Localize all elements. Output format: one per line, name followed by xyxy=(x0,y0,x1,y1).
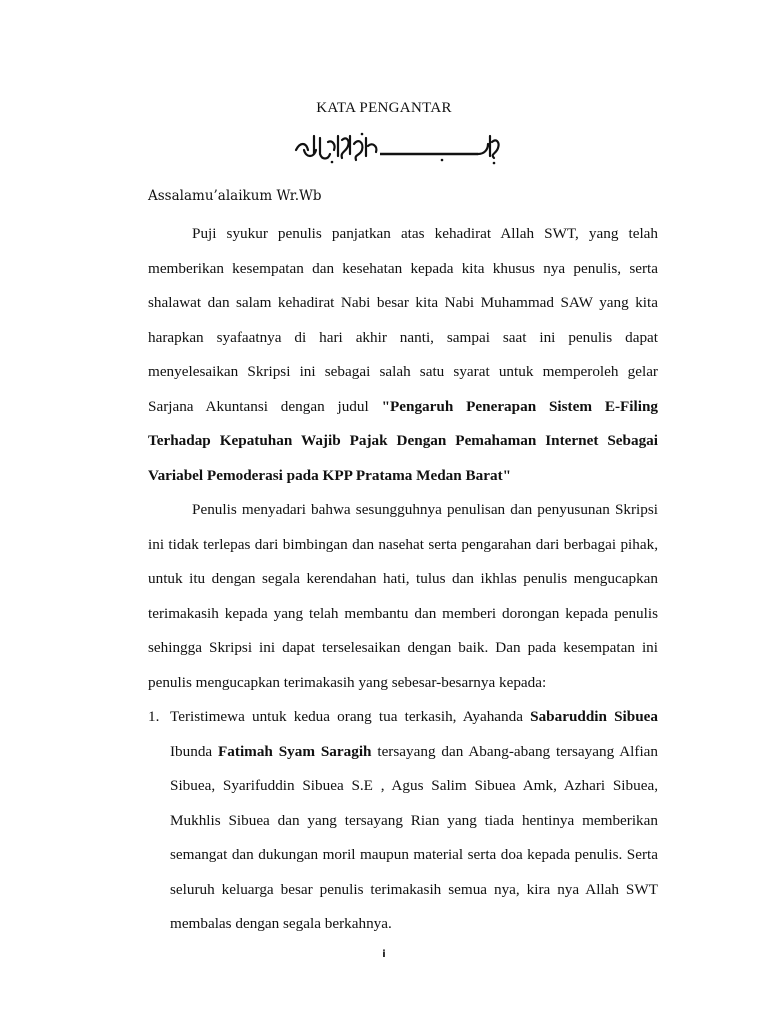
page-number: i xyxy=(382,949,386,960)
mother-name: Fatimah Syam Saragih xyxy=(218,742,372,760)
list-item-number: 1. xyxy=(148,708,160,725)
father-name: Sabaruddin Sibuea xyxy=(530,708,658,725)
paragraph-1-text: Puji syukur penulis panjatkan atas kehadirat Allah SWT, yang telah memberikan kesempatan dan kesehatan kepada kita khusus nya penulis, serta shalawat dan salam kehadirat Nabi besar kita Nabi Muhammad SAW yang kita harapkan syafaatnya di hari akhir nanti, sampai saat ini penulis dapat menyelesaikan Skripsi ini sebagai salah satu syarat untuk memperoleh gelar Sarjana Akuntansi dengan judul xyxy=(148,225,658,415)
list-item xyxy=(148,700,658,942)
list-item-text: Teristimewa untuk kedua orang tua terkasih, Ayahanda xyxy=(170,708,531,725)
greeting: Assalamu’alaikum Wr.Wb xyxy=(148,188,322,204)
paragraph-2: Penulis menyadari bahwa sesungguhnya penulisan dan penyusunan Skripsi ini tidak terlepas dari bimbingan dan nasehat serta pengarahan dari berbagai pihak, untuk itu dengan segala kerendahan hati, tulus dan ikhlas penulis mengucapkan terimakasih kepada yang telah membantu dan memberi dorongan kepada penulis sehingga Skripsi ini dapat terselesaikan dengan baik. Dan pada kesempatan ini penulis mengucapkan terimakasih yang sebesar-besarnya kepada: xyxy=(148,501,658,691)
acknowledgement-list xyxy=(148,700,658,942)
body-text xyxy=(148,217,658,942)
basmalah-calligraphy xyxy=(292,128,504,168)
thesis-title: "Pengaruh Penerapan Sistem E-Filing Terhadap Kepatuhan Wajib Pajak Dengan Pemahaman Internet Sebagai Variabel Pemoderasi pada KPP Pratama Medan Barat" xyxy=(148,397,659,484)
list-item-text: Ibunda xyxy=(170,742,219,760)
paragraph-1 xyxy=(148,217,658,493)
list-item-text: tersayang dan Abang-abang tersayang Alfian Sibuea, Syarifuddin Sibuea S.E , Agus Salim Sibuea Amk, Azhari Sibuea, Mukhlis Sibuea dan yang tersayang Rian yang tiada hentinya memberikan semangat dan dukungan moril maupun material serta doa kepada penulis. Serta seluruh keluarga besar penulis terimakasih semua nya, kira nya Allah SWT membalas dengan segala berkahnya. xyxy=(170,742,658,932)
page-title: KATA PENGANTAR xyxy=(316,100,452,116)
